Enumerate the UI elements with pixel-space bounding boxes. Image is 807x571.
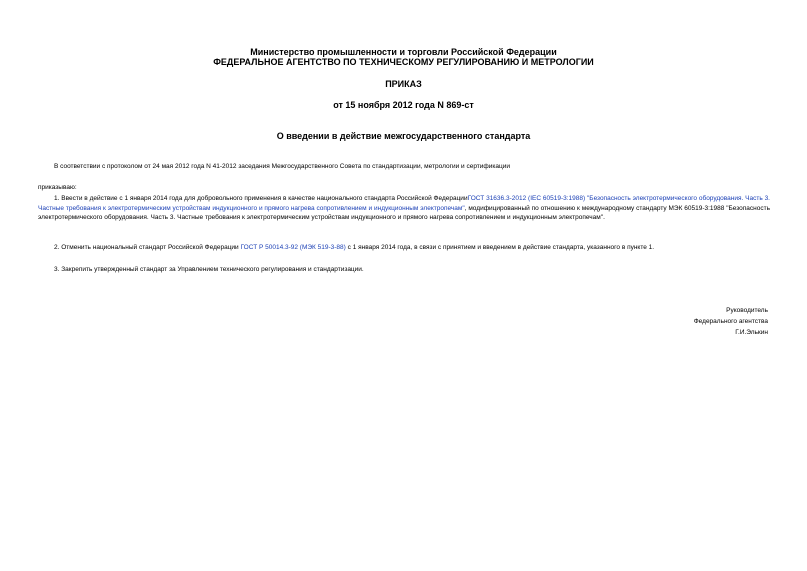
prikazyvayu-text: приказываю: — [38, 184, 77, 191]
document-date-number: от 15 ноября 2012 года N 869-ст — [333, 100, 474, 110]
item-1-paragraph — [38, 194, 770, 223]
gost-31636-link[interactable]: ГОСТ 31636.3-2012 (IEC 60519-3:1988) "Безопасность электротермического оборудования. Часть 3. Частные требования к электротермическим устройствам индукционного и прямого нагрева сопротивлением и индукционным электропечам" — [38, 195, 770, 212]
agency-name: ФЕДЕРАЛЬНОЕ АГЕНТСТВО ПО ТЕХНИЧЕСКОМУ РЕГУЛИРОВАНИЮ И МЕТРОЛОГИИ — [213, 57, 594, 67]
ministry-name: Министерство промышленности и торговли Российской Федерации — [250, 47, 557, 57]
intro-paragraph: В соответствии с протоколом от 24 мая 2012 года N 41-2012 заседания Межгосударственного Совета по стандартизации, метрологии и сертификации — [54, 163, 510, 170]
item-2-paragraph — [38, 243, 770, 253]
item-2-text-before: 2. Отменить национальный стандарт Российской Федерации — [54, 244, 241, 251]
item-2-text-after: с 1 января 2014 года, в связи с принятием и введением в действие стандарта, указанного в пункте 1. — [345, 244, 655, 251]
item-3-paragraph: 3. Закрепить утвержденный стандарт за Управлением технического регулирования и стандартизации. — [54, 266, 364, 273]
item-1-text-after: , модифицированный по отношению к международному стандарту МЭК 60519-3:1988 "Безопасность электротермического оборудования. Часть 3. Частные требования к электротермическим устройствам индукционного и прямого нагрева сопротивлением и индукционным электропечам". — [38, 204, 770, 222]
document-type: ПРИКАЗ — [385, 79, 422, 89]
signature-agency: Федерального агентства — [693, 318, 768, 325]
signature-title: Руководитель — [726, 307, 768, 314]
document-subject: О введении в действие межгосударственного стандарта — [276, 131, 531, 141]
item-1-text-before: 1. Ввести в действие с 1 января 2014 года для добровольного применения в качестве национального стандарта Российской Федерации — [54, 195, 468, 202]
gost-r-50014-link[interactable]: ГОСТ Р 50014.3-92 (МЭК 519-3-88) — [240, 244, 346, 251]
signature-name: Г.И.Элькин — [735, 329, 768, 336]
